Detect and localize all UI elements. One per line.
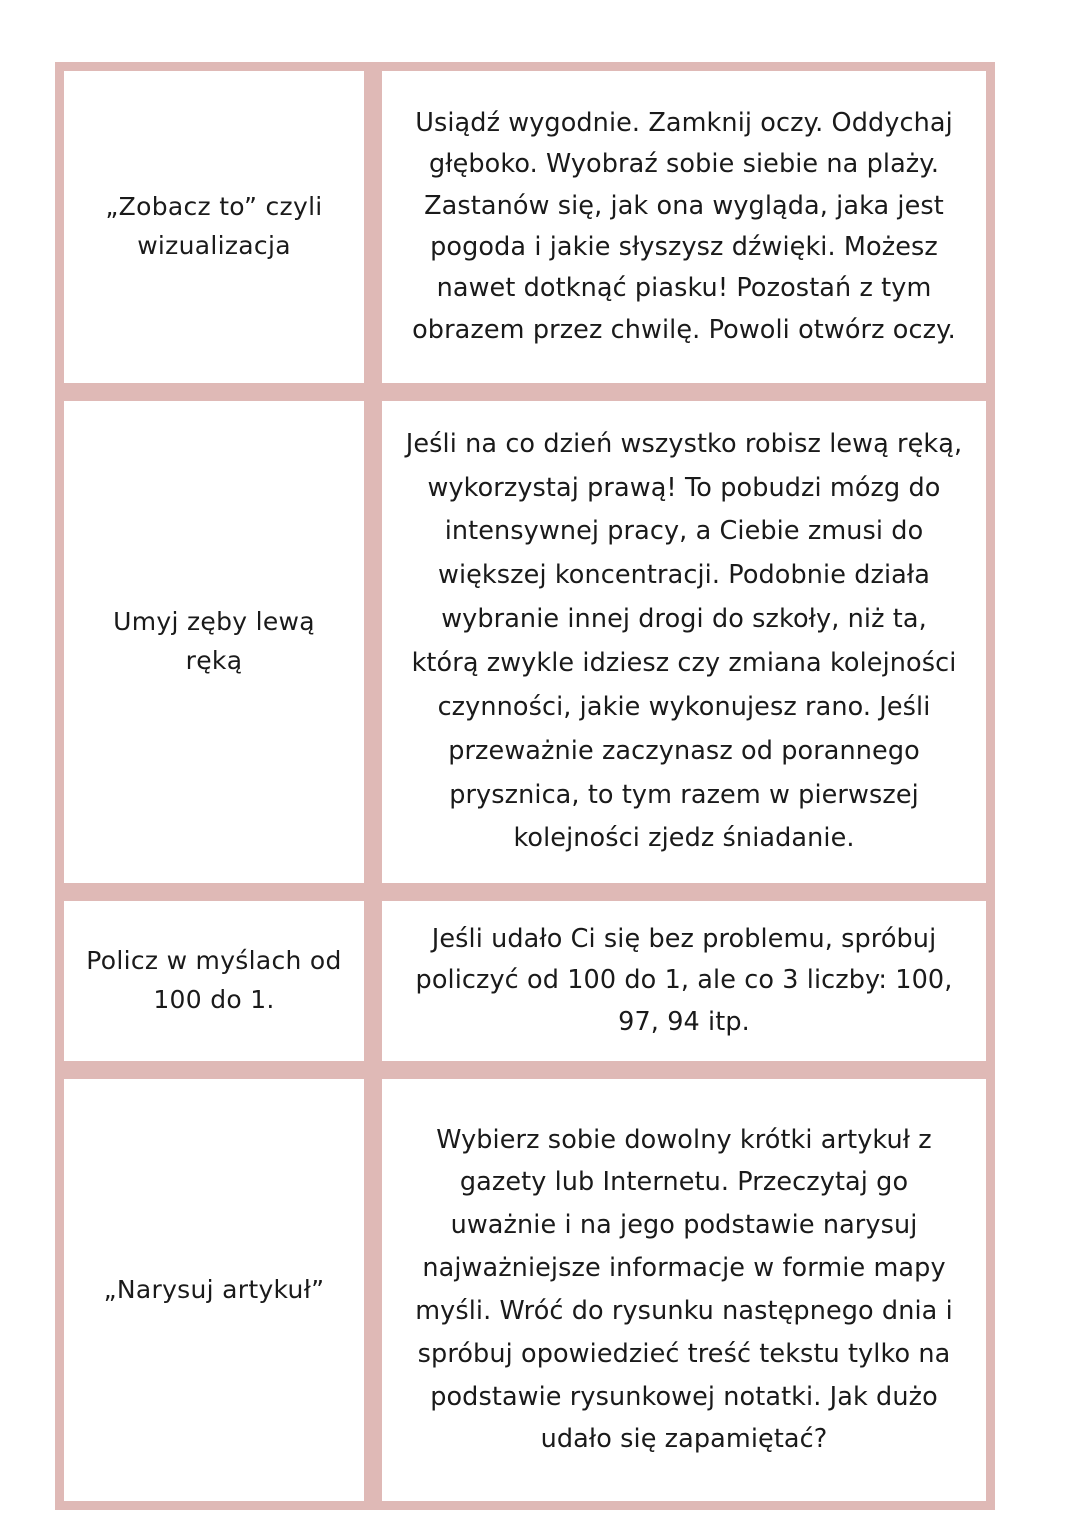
exercise-description-text: Wybierz sobie dowolny krótki artykuł z gazety lub Internetu. Przeczytaj go uważnie i na jego podstawie narysuj najważniejsze informacje w formie mapy myśli. Wróć do rysunku następnego dnia i spróbuj opowiedzieć treść tekstu tylko na podstawie rysunkowej notatki. Jak dużo udało się zapamiętać? bbox=[415, 1124, 953, 1455]
exercise-description-cell bbox=[373, 392, 995, 892]
exercise-description-cell bbox=[373, 892, 995, 1070]
table-row bbox=[55, 62, 995, 392]
exercise-table bbox=[55, 62, 995, 1510]
exercise-title-text: „Zobacz to” czyli wizualizacja bbox=[105, 192, 323, 260]
exercise-table-container bbox=[55, 62, 995, 1510]
exercise-title-cell bbox=[55, 392, 373, 892]
exercise-title-cell bbox=[55, 892, 373, 1070]
exercise-description-cell bbox=[373, 1070, 995, 1510]
table-row bbox=[55, 392, 995, 892]
exercise-description-text: Jeśli na co dzień wszystko robisz lewą ręką, wykorzystaj prawą! To pobudzi mózg do intensywnej pracy, a Ciebie zmusi do większej koncentracji. Podobnie działa wybranie innej drogi do szkoły, niż ta, którą zwykle idziesz czy zmiana kolejności czynności, jakie wykonujesz rano. Jeśli przeważnie zaczynasz od porannego prysznica, to tym razem w pierwszej kolejności zjedz śniadanie. bbox=[405, 428, 963, 854]
exercise-title-cell bbox=[55, 62, 373, 392]
exercise-title-text: Umyj zęby lewą ręką bbox=[113, 607, 315, 675]
exercise-title-text: Policz w myślach od 100 do 1. bbox=[86, 946, 342, 1014]
table-row bbox=[55, 892, 995, 1070]
exercise-description-text: Usiądź wygodnie. Zamknij oczy. Oddychaj głęboko. Wyobraź sobie siebie na plaży. Zastanów się, jak ona wygląda, jaka jest pogoda i jakie słyszysz dźwięki. Możesz nawet dotknąć piasku! Pozostań z tym obrazem przez chwilę. Powoli otwórz oczy. bbox=[412, 108, 956, 345]
table-row bbox=[55, 1070, 995, 1510]
exercise-title-text: „Narysuj artykuł” bbox=[103, 1274, 325, 1304]
exercise-title-cell bbox=[55, 1070, 373, 1510]
exercise-description-text: Jeśli udało Ci się bez problemu, spróbuj policzyć od 100 do 1, ale co 3 liczby: 100, 97, 94 itp. bbox=[415, 924, 953, 1037]
exercise-description-cell bbox=[373, 62, 995, 392]
